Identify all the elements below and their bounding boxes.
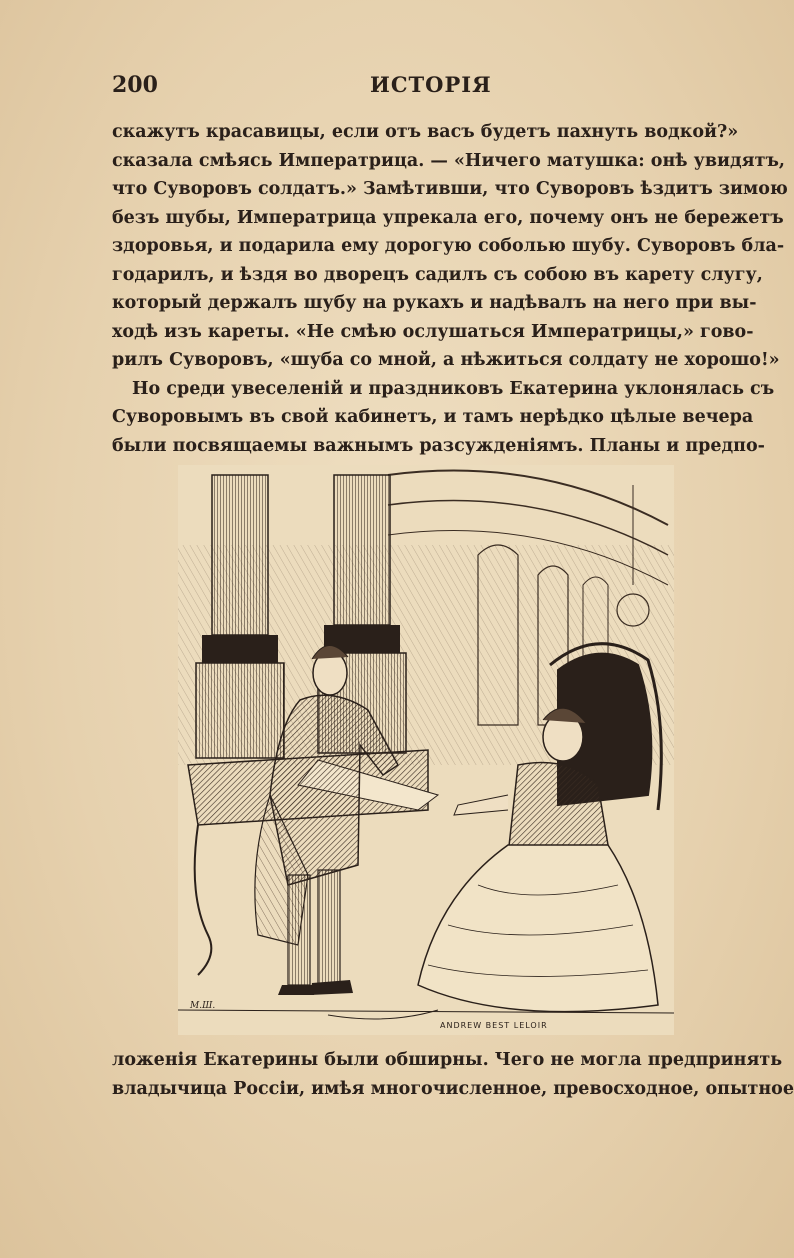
- engraver-credit: ANDREW BEST LELOIR: [440, 1021, 548, 1030]
- text-line: ложенія Екатерины были обширны. Чего не могла предпринять: [112, 1050, 783, 1070]
- engraving-drawing: [178, 465, 674, 1035]
- body-text-top: [112, 118, 788, 460]
- text-line: скажутъ красавицы, если отъ васъ будетъ пахнуть водкой?»: [112, 122, 739, 142]
- running-title: ИСТОРІЯ: [370, 72, 492, 97]
- artist-signature: M.Ш.: [190, 1001, 216, 1011]
- text-line: годарилъ, и ѣздя во дворецъ садилъ съ собою въ карету слугу,: [112, 264, 763, 285]
- text-line: который держалъ шубу на рукахъ и надѣвалъ на него при вы-: [112, 293, 757, 313]
- page-header: [112, 72, 692, 106]
- engraving-illustration: [178, 465, 674, 1035]
- text-line: сказала смѣясь Императрица. — «Ничего матушка: онѣ увидятъ,: [112, 150, 785, 171]
- text-line: ходѣ изъ кареты. «Не смѣю ослушаться Императрицы,» гово-: [112, 321, 754, 342]
- text-line: что Суворовъ солдатъ.» Замѣтивши, что Суворовъ ѣздитъ зимою: [112, 179, 788, 199]
- text-line: рилъ Суворовъ, «шуба со мной, а нѣжиться солдату не хорошо!»: [112, 350, 780, 370]
- text-line: Но среди увеселеній и праздниковъ Екатерина уклонялась съ: [132, 378, 775, 399]
- text-line: были посвящаемы важнымъ разсужденіямъ. Планы и предпо-: [112, 435, 765, 456]
- body-text-bottom: [112, 1046, 794, 1103]
- text-line: владычица Россіи, имѣя многочисленное, превосходное, опытное: [112, 1078, 794, 1099]
- page-number: 200: [112, 72, 158, 98]
- text-line: здоровья, и подарила ему дорогую соболью шубу. Суворовъ бла-: [112, 236, 785, 256]
- text-line: Суворовымъ въ свой кабинетъ, и тамъ нерѣдко цѣлые вечера: [112, 407, 754, 427]
- text-line: безъ шубы, Императрица упрекала его, почему онъ не бережетъ: [112, 207, 784, 228]
